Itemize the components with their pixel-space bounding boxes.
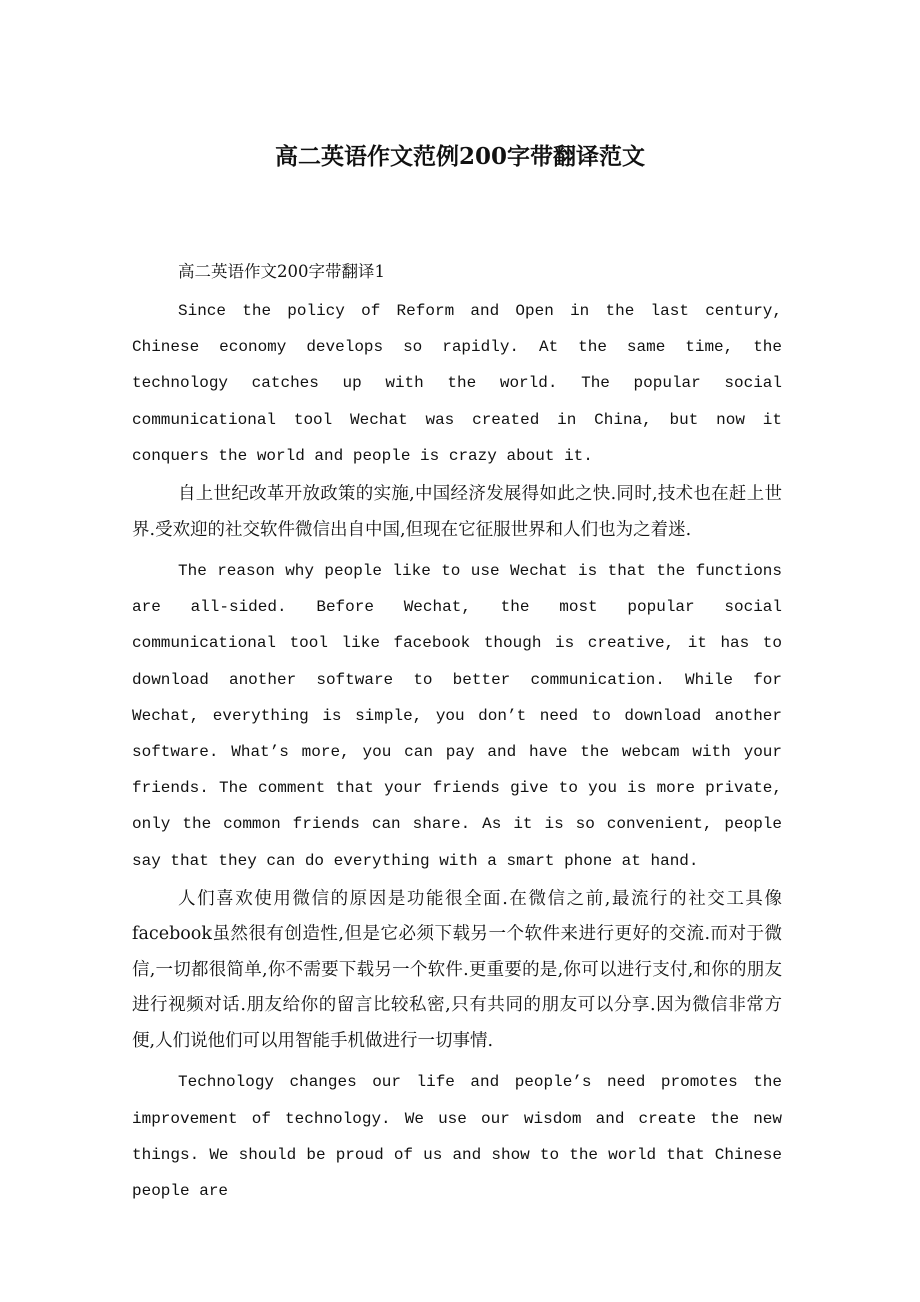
paragraph-chinese-2: 人们喜欢使用微信的原因是功能很全面.在微信之前,最流行的社交工具像facebook虽然很有创造性,但是它必须下载另一个软件来进行更好的交流.而对于微信,一切都很简单,你不需要下载另一个软件.更重要的是,你可以进行支付,和你的朋友进行视频对话.朋友给你的留言比较私密,只有共同的朋友可以分享.因为微信非常方便,人们说他们可以用智能手机做进行一切事情. [132,888,782,1051]
section-heading: 高二英语作文200字带翻译1 [178,262,385,281]
paragraph-english-3: Technology changes our life and people’s need promotes the improvement of technology. We use our wisdom and create the new things. We should be proud of us and show to the world that Chinese people are [132,1073,782,1200]
document-body [132,254,782,1209]
document-title: 高二英语作文范例200字带翻译范文 [274,143,645,170]
paragraph-english-2: The reason why people like to use Wechat is that the functions are all-sided. Before Wechat, the most popular social communicational tool like facebook though is creative, it has to download another software to better communication. While for Wechat, everything is simple, you don’t need to download another software. What’s more, you can pay and have the webcam with your friends. The comment that your friends give to you is more private, only the common friends can share. As it is so convenient, people say that they can do everything with a smart phone at hand. [132,562,782,870]
paragraph-english-1: Since the policy of Reform and Open in the last century, Chinese economy develops so rapidly. At the same time, the technology catches up with the world. The popular social communicational tool Wechat was created in China, but now it conquers the world and people is crazy about it. [132,302,782,465]
paragraph-chinese-1: 自上世纪改革开放政策的实施,中国经济发展得如此之快.同时,技术也在赶上世界.受欢迎的社交软件微信出自中国,但现在它征服世界和人们也为之着迷. [132,484,782,540]
